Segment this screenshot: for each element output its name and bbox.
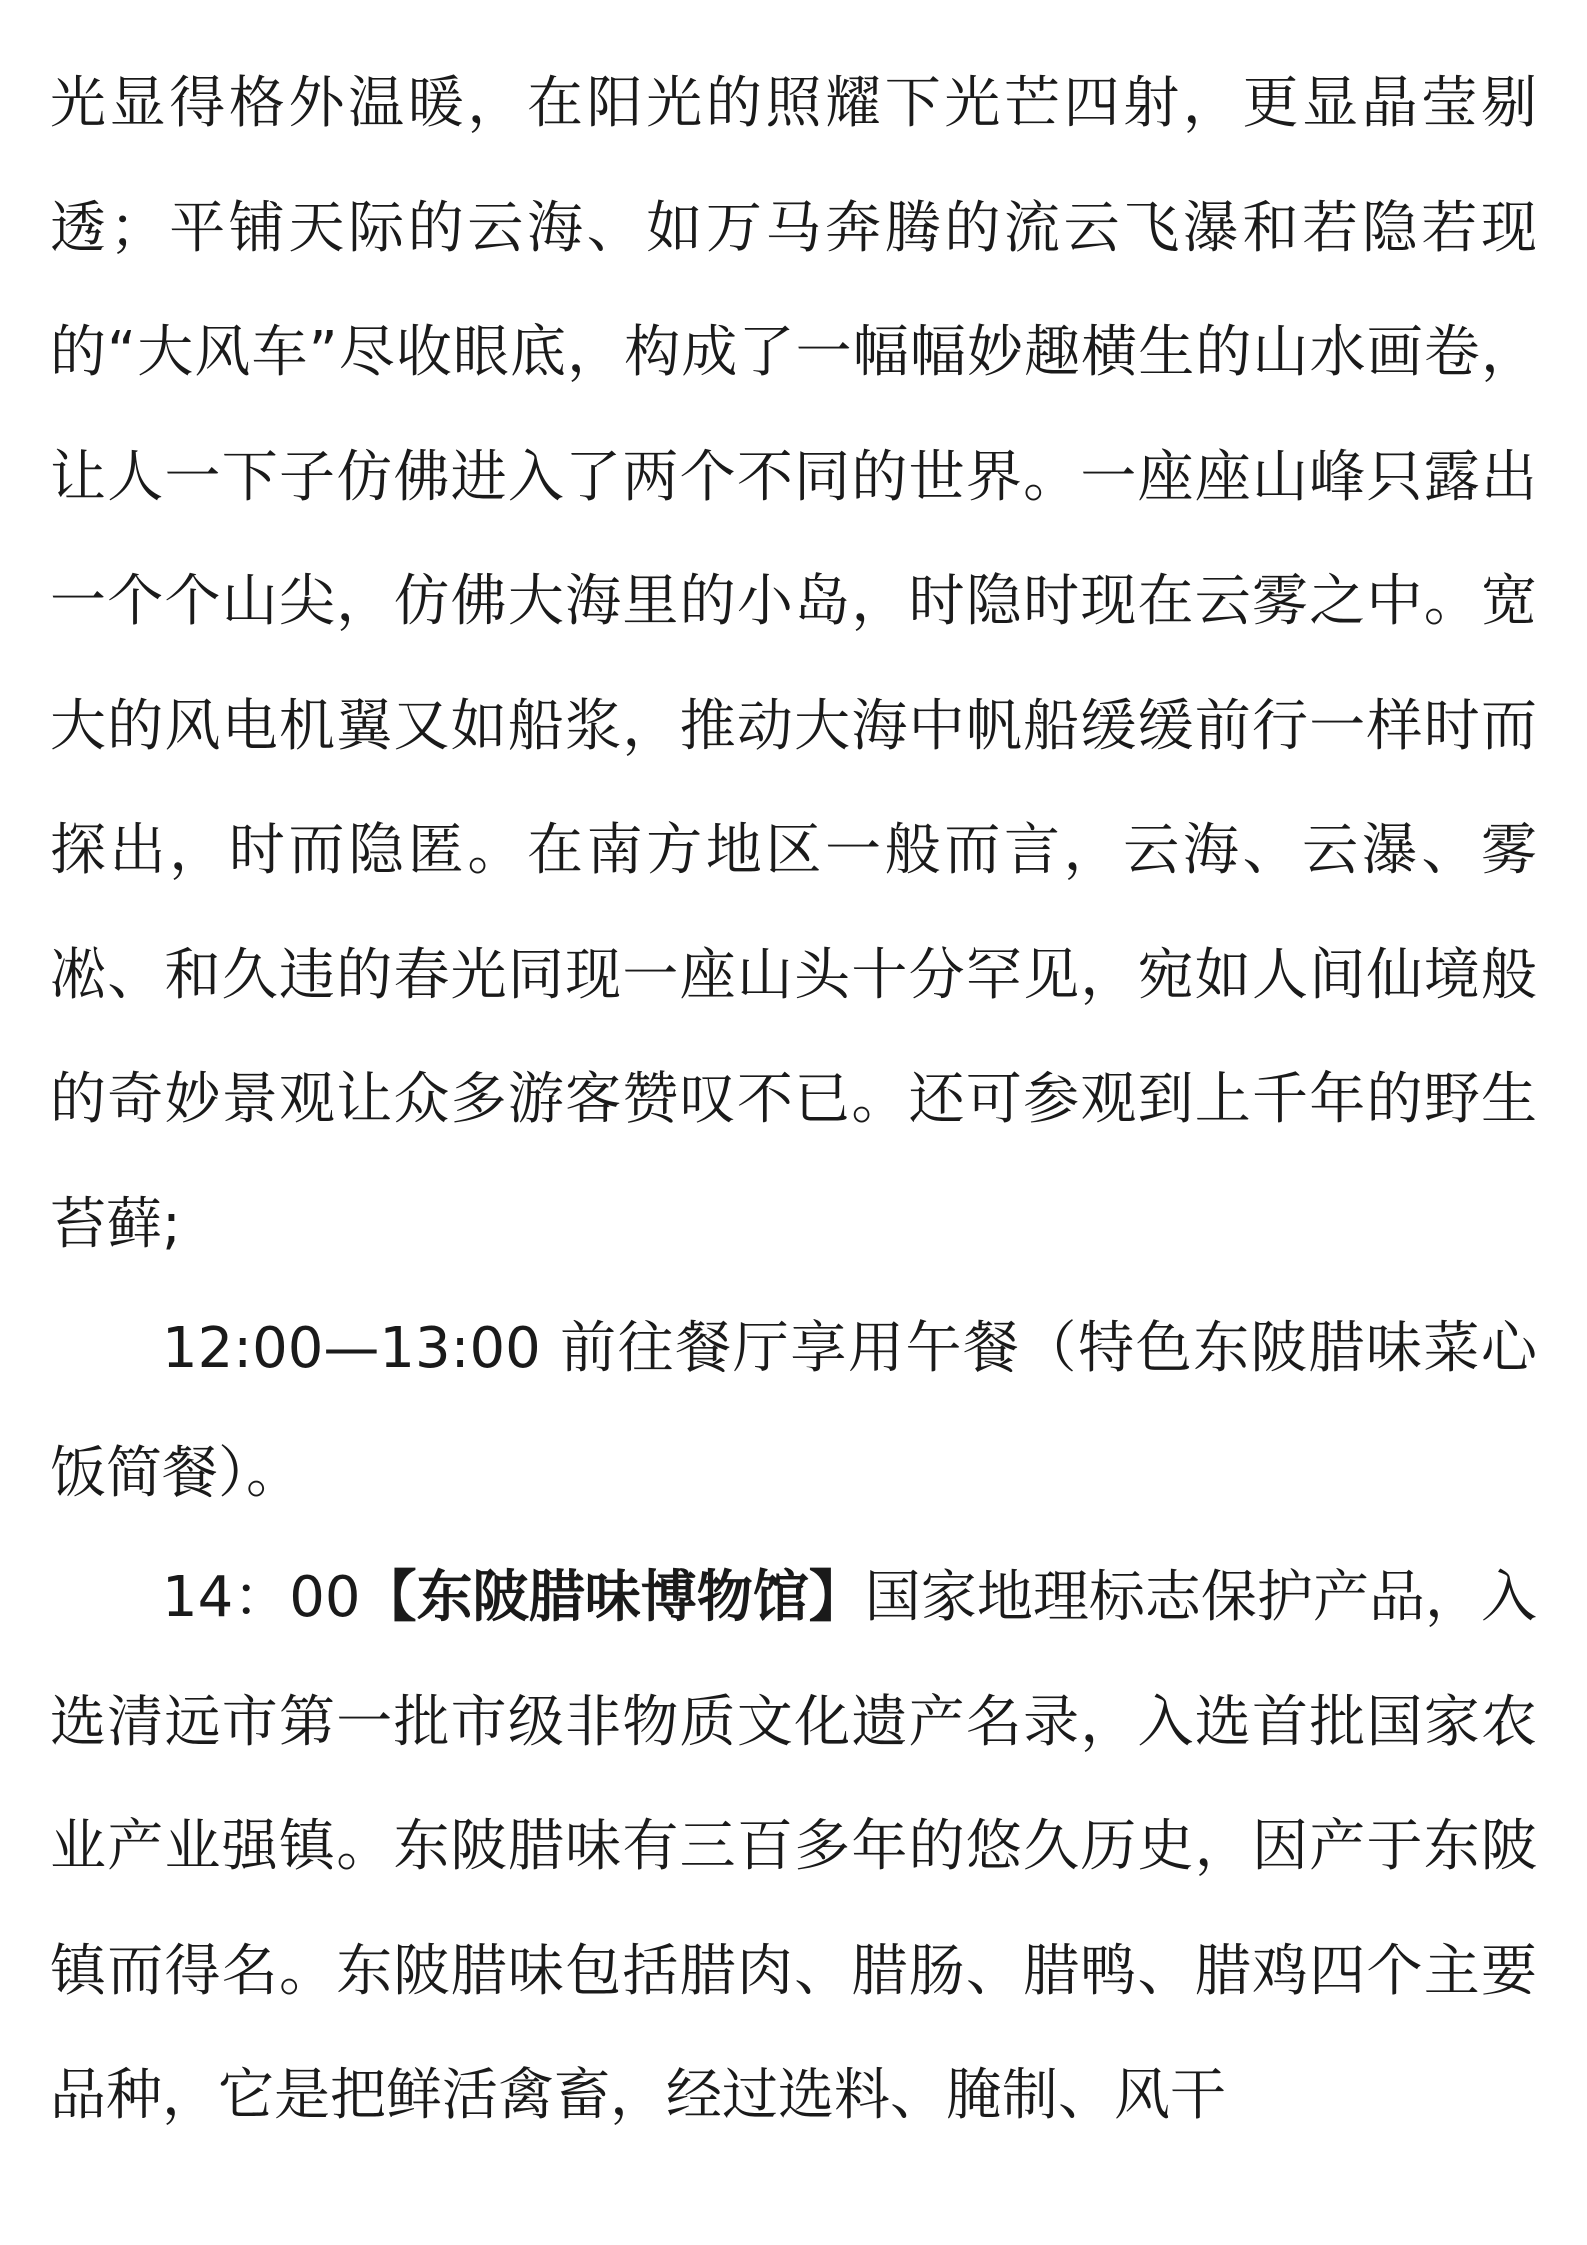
museum-time: 14：00: [162, 1565, 361, 1630]
paragraph-lunch: 12:00—13:00 前往餐厅享用午餐（特色东陂腊味菜心饭简餐）。: [50, 1316, 1537, 1506]
paragraph-museum: [50, 1536, 1537, 2159]
museum-title: 【东陂腊味博物馆】: [360, 1565, 865, 1630]
paragraph-scenery: 光显得格外温暖，在阳光的照耀下光芒四射，更显晶莹剔透；平铺天际的云海、如万马奔腾的流云飞瀑和若隐若现的“大风车”尽收眼底，构成了一幅幅妙趣横生的山水画卷，让人一下子仿佛进入了两个不同的世界。一座座山峰只露出一个个山尖，仿佛大海里的小岛，时隐时现在云雾之中。宽大的风电机翼又如船浆，推动大海中帆船缓缓前行一样时而探出，时而隐匿。在南方地区一般而言，云海、云瀑、雾凇、和久违的春光同现一座山头十分罕见，宛如人间仙境般的奇妙景观让众多游客赞叹不已。还可参观到上千年的野生苔藓;: [50, 71, 1537, 1257]
document-body: [50, 42, 1537, 2159]
museum-description: 国家地理标志保护产品，入选清远市第一批市级非物质文化遗产名录，入选首批国家农业产业强镇。东陂腊味有三百多年的悠久历史，因产于东陂镇而得名。东陂腊味包括腊肉、腊肠、腊鸭、腊鸡四个主要品种，它是把鲜活禽畜，经过选料、腌制、风干: [50, 1565, 1538, 2128]
